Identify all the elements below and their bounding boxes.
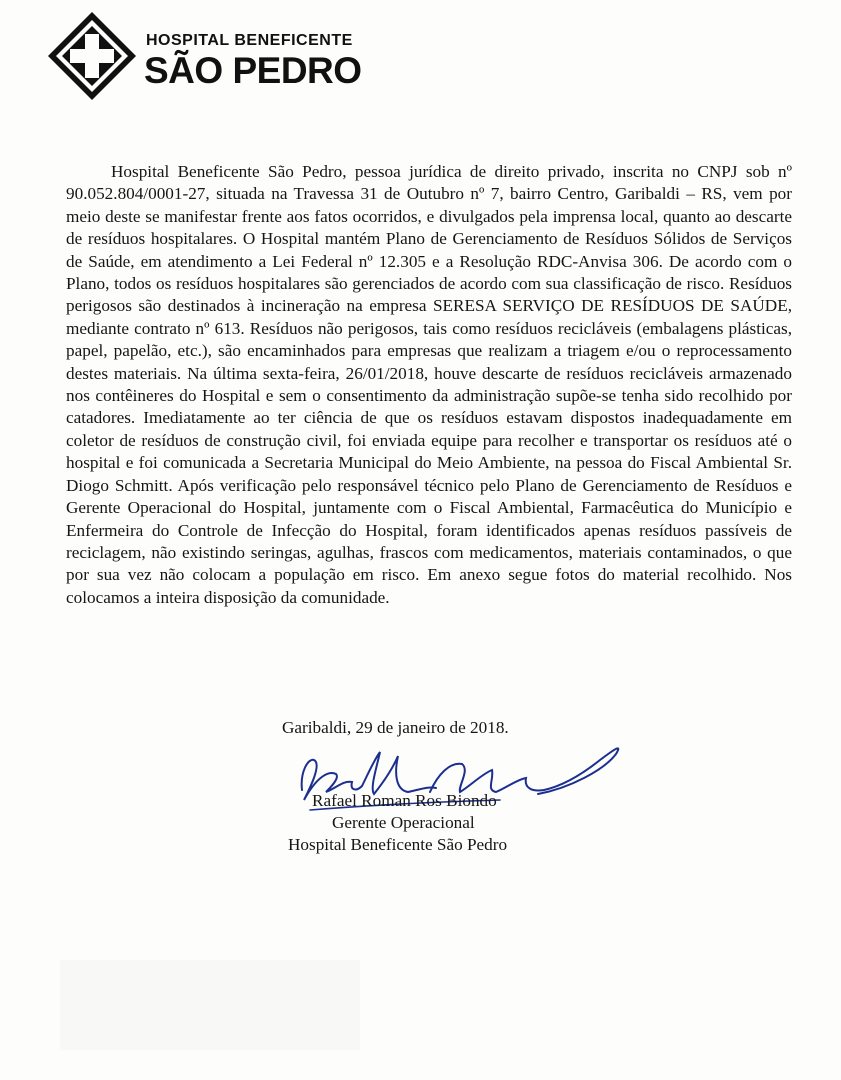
letterhead bbox=[46, 10, 406, 102]
cross-diamond-logo-icon bbox=[46, 10, 138, 102]
date-line: Garibaldi, 29 de janeiro de 2018. bbox=[282, 718, 509, 737]
paper-bleed-through bbox=[60, 960, 360, 1050]
signer-role: Gerente Operacional bbox=[332, 813, 475, 832]
signer-organization: Hospital Beneficente São Pedro bbox=[288, 835, 508, 854]
hospital-name-line2: SÃO PEDRO bbox=[144, 50, 362, 91]
signer-name: Rafael Roman Ros Biondo bbox=[312, 791, 497, 810]
statement-paragraph: Hospital Beneficente São Pedro, pessoa jurídica de direito privado, inscrita no CNPJ sob nº 90.052.804/0001-27, situada na Travessa 31 de Outubro nº 7, bairro Centro, Garibaldi – RS, vem por meio deste se manifestar frente aos fatos ocorridos, e divulgados pela imprensa local, quanto ao descarte de resíduos hospitalares. O Hospital mantém Plano de Gerenciamento de Resíduos Sólidos de Serviços de Saúde, em atendimento a Lei Federal nº 12.305 e a Resolução RDC-Anvisa 306. De acordo com o Plano, todos os resíduos hospitalares são gerenciados de acordo com sua classificação de risco. Resíduos perigosos são destinados à incineração na empresa SERESA SERVIÇO DE RESÍDUOS DE SAÚDE, mediante contrato nº 613. Resíduos não perigosos, tais como resíduos recicláveis (embalagens plásticas, papel, papelão, etc.), são encaminhados para empresas que realizam a triagem e/ou o reprocessamento destes materiais. Na última sexta-feira, 26/01/2018, houve descarte de resíduos recicláveis armazenado nos contêineres do Hospital e sem o consentimento da administração supõe-se tenha sido recolhido por catadores. Imediatamente ao ter ciência de que os resíduos estavam dispostos inadequadamente em coletor de resíduos de construção civil, foi enviada equipe para recolher e transportar os resíduos até o hospital e foi comunicada a Secretaria Municipal do Meio Ambiente, na pessoa do Fiscal Ambiental Sr. Diogo Schmitt. Após verificação pelo responsável técnico pelo Plano de Gerenciamento de Resíduos e Gerente Operacional do Hospital, juntamente com o Fiscal Ambiental, Farmacêutica do Município e Enfermeira do Controle de Infecção do Hospital, foram identificados apenas resíduos passíveis de reciclagem, não existindo seringas, agulhas, frascos com medicamentos, materiais contaminados, o que por sua vez não colocam a população em risco. Em anexo segue fotos do material recolhido. Nos colocamos a inteira disposição da comunidade. bbox=[66, 162, 792, 607]
signature-block bbox=[240, 718, 660, 868]
hospital-name-line1: HOSPITAL BENEFICENTE bbox=[146, 32, 353, 49]
